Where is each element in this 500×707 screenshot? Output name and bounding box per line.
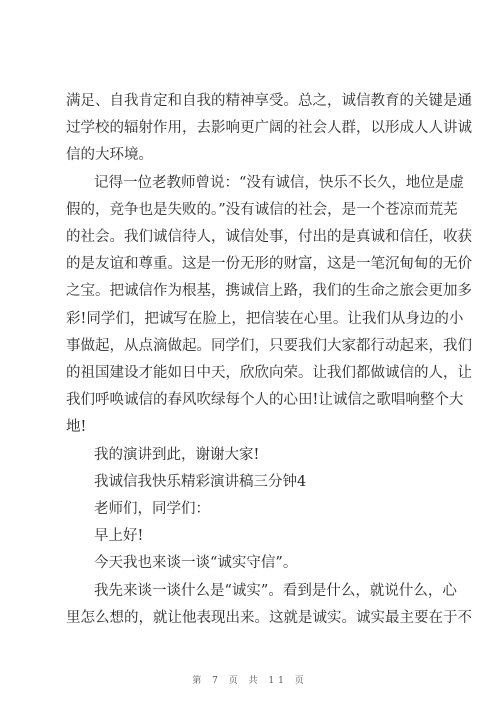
paragraph-line: 我的演讲到此，谢谢大家!: [94, 447, 260, 463]
paragraph-line: 假的，竞争也是失败的。”没有诚信的社会，是一个苍凉而荒芜: [66, 202, 458, 218]
paragraph-line: 老师们，同学们：: [94, 501, 210, 517]
paragraph-line: 之宝。把诚信作为根基，携诚信上路，我们的生命之旅会更加多: [66, 283, 472, 299]
paragraph-line: 早上好!: [94, 528, 144, 544]
paragraph-line: 彩!同学们，把诚写在脸上，把信装在心里。让我们从身边的小: [66, 311, 464, 327]
paragraph-line: 的是友谊和尊重。这是一份无形的财富，这是一笔沉甸甸的无价: [66, 256, 472, 272]
paragraph-line: 我们呼唤诚信的春风吹绿每个人的心田!让诚信之歌唱响整个大: [66, 392, 464, 408]
paragraph-line: 我先来谈一谈什么是“诚实”。看到是什么，就说什么，心: [94, 583, 457, 599]
paragraph-line: 满足、自我肯定和自我的精神享受。总之，诚信教育的关键是通: [66, 93, 472, 109]
paragraph-line: 地!: [66, 419, 87, 435]
paragraph-line: 的社会。我们诚信待人，诚信处事，付出的是真诚和信任，收获: [66, 229, 472, 245]
paragraph-line: 今天我也来谈一谈“诚实守信”。: [94, 555, 298, 571]
section-heading: 我诚信我快乐精彩演讲稿三分钟4: [94, 474, 307, 490]
paragraph-line: 信的大环境。: [66, 147, 153, 163]
paragraph-line: 里怎么想的，就让他表现出来。这就是诚实。诚实最主要在于不: [66, 610, 472, 626]
paragraph-line: 记得一位老教师曾说：“没有诚信，快乐不长久，地位是虚: [94, 175, 464, 191]
paragraph-line: 事做起，从点滴做起。同学们，只要我们大家都行动起来，我们: [66, 338, 472, 354]
page-number: 第 7 页 共 11 页: [192, 676, 308, 686]
paragraph-line: 的祖国建设才能如日中天，欣欣向荣。让我们都做诚信的人，让: [66, 365, 472, 381]
paragraph-line: 过学校的辐射作用，去影响更广阔的社会人群，以形成人人讲诚: [66, 120, 472, 136]
